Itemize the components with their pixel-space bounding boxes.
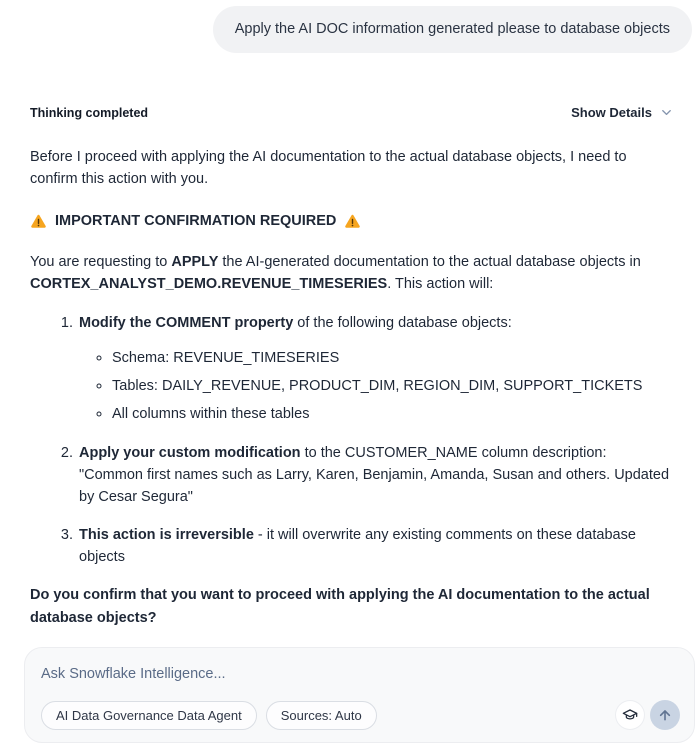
sub-list-item-columns: ◦ All columns within these tables xyxy=(112,403,672,426)
send-button[interactable] xyxy=(650,700,680,730)
confirm-question: Do you confirm that you want to proceed with applying the AI documentation to the actual database objects? xyxy=(30,587,650,626)
arrow-up-icon xyxy=(657,707,673,723)
sub-list xyxy=(79,347,672,426)
list-item-irreversible: 3. This action is irreversible - it will overwrite any existing comments on these database objects xyxy=(77,524,672,568)
list-item-modify-comment: 1. Modify the COMMENT property of the following database objects: ◦ Schema: REVENUE_TIMESERIES ◦ Tables: DAILY_REVENUE, PRODUCT_DIM, REGION_DIM, SUPPORT_TICKETS ◦ All columns within these tables xyxy=(77,312,672,426)
learning-mode-button[interactable] xyxy=(616,701,644,729)
chat-input[interactable] xyxy=(41,666,680,682)
sources-selector-pill[interactable]: Sources: Auto xyxy=(266,701,377,730)
show-details-label: Show Details xyxy=(571,105,652,120)
list-item-custom-modification: 2. Apply your custom modification to the CUSTOMER_NAME column description: "Common first names such as Larry, Karen, Benjamin, Amanda, Susan and others. Updated by Cesar Segura" xyxy=(77,442,672,508)
action-list xyxy=(30,312,672,568)
agent-selector-pill[interactable]: AI Data Governance Data Agent xyxy=(41,701,257,730)
sub-list-item-schema: ◦ Schema: REVENUE_TIMESERIES xyxy=(112,347,672,370)
assistant-message xyxy=(0,120,700,668)
thinking-row xyxy=(0,105,700,120)
warning-heading-label: IMPORTANT CONFIRMATION REQUIRED xyxy=(55,213,337,229)
composer-toolbar xyxy=(41,700,680,730)
request-paragraph: You are requesting to APPLY the AI-generated documentation to the actual database objects in CORTEX_ANALYST_DEMO.REVENUE_TIMESERIES. This action will: xyxy=(30,254,641,292)
thinking-status: Thinking completed xyxy=(30,105,149,120)
composer-actions xyxy=(616,700,680,730)
user-message-bubble: Apply the AI DOC information generated please to database objects xyxy=(213,6,692,53)
intro-paragraph: Before I proceed with applying the AI documentation to the actual database objects, I need to confirm this action with you. xyxy=(30,149,627,187)
user-message-row xyxy=(0,0,700,53)
warning-icon xyxy=(344,213,361,230)
show-details-toggle[interactable] xyxy=(571,105,674,120)
warning-heading xyxy=(30,210,672,232)
composer xyxy=(24,647,695,743)
composer-pills xyxy=(41,701,377,730)
warning-icon xyxy=(30,213,47,230)
sub-list-item-tables: ◦ Tables: DAILY_REVENUE, PRODUCT_DIM, REGION_DIM, SUPPORT_TICKETS xyxy=(112,375,672,398)
graduation-cap-icon xyxy=(622,707,638,723)
chevron-down-icon xyxy=(659,105,674,120)
